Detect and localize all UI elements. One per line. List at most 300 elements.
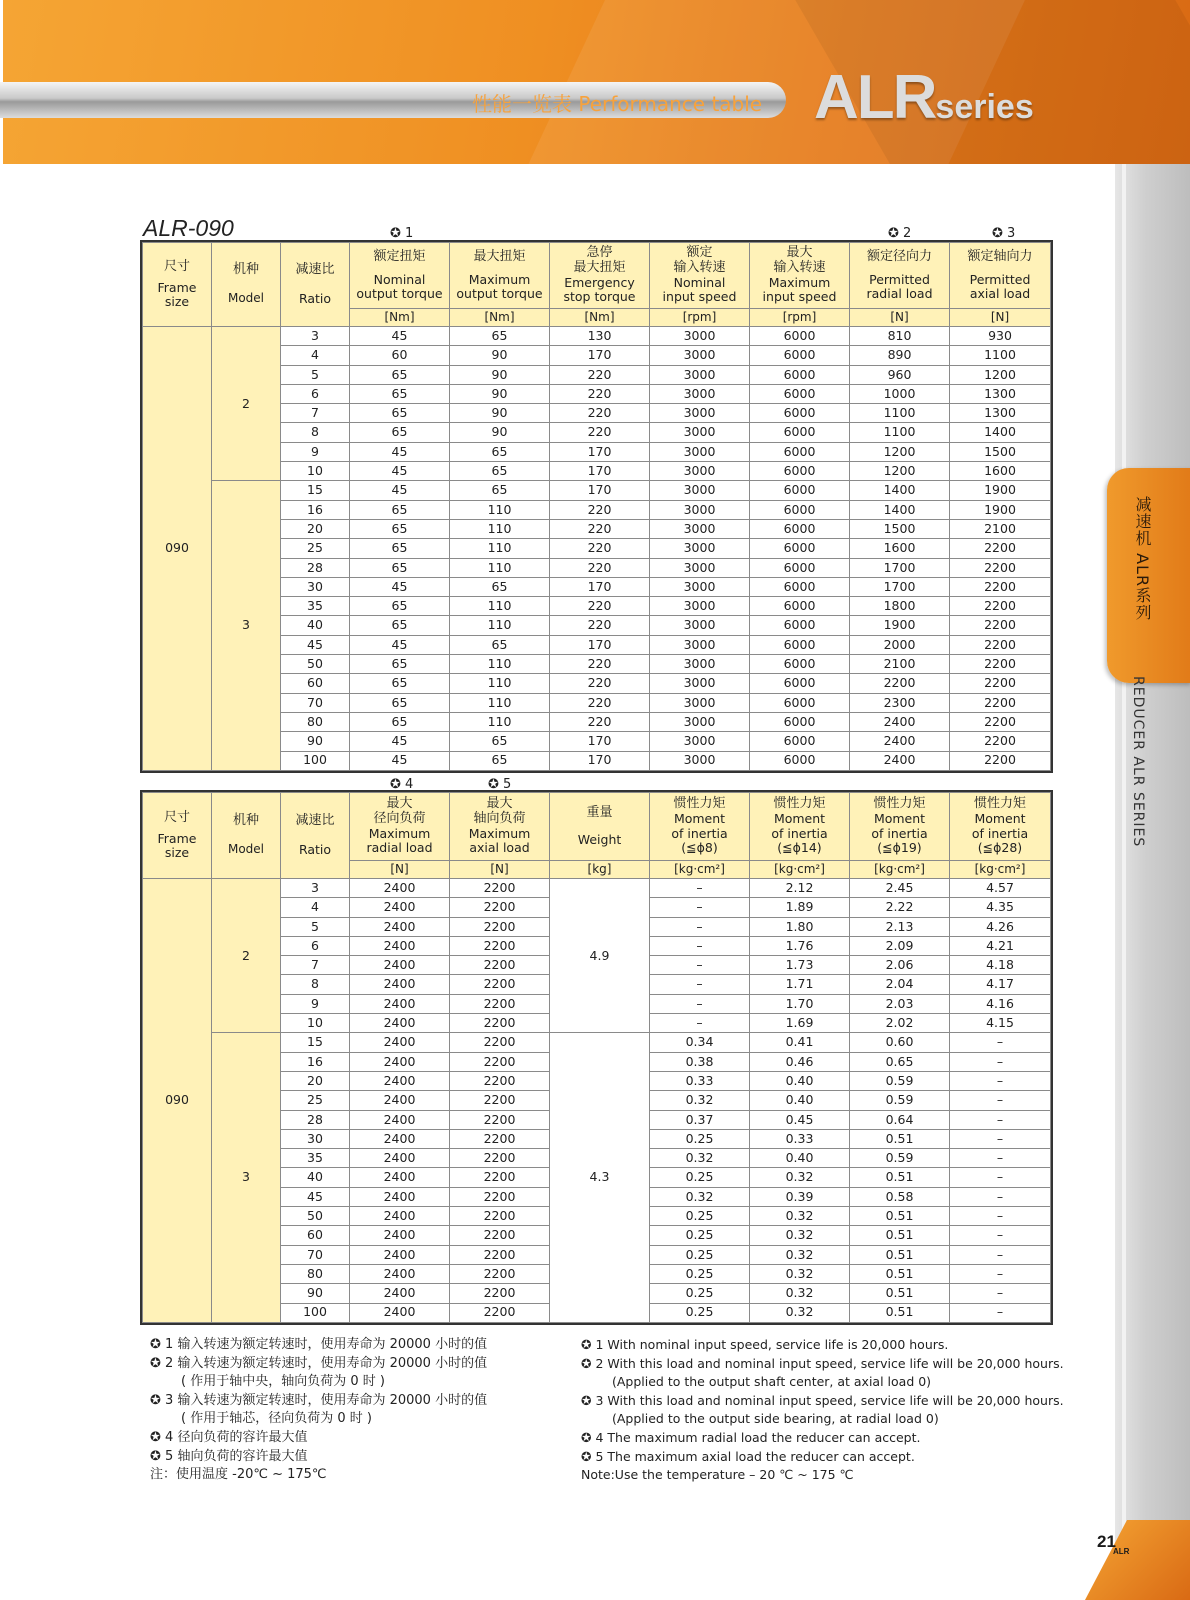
value-cell: 6000 bbox=[750, 404, 850, 423]
footnote-marker bbox=[488, 777, 511, 792]
value-cell: 1100 bbox=[850, 404, 950, 423]
value-cell: 1.71 bbox=[750, 975, 850, 994]
ratio-cell: 50 bbox=[281, 1207, 350, 1226]
value-cell: 2200 bbox=[950, 674, 1051, 693]
note-line: ( 作用于轴芯，径向负荷为 0 时 ) bbox=[181, 1411, 372, 1427]
table-row bbox=[143, 327, 1051, 346]
unit-cell: [kg·cm²] bbox=[950, 861, 1051, 879]
value-cell: – bbox=[950, 1303, 1051, 1322]
ratio-cell: 25 bbox=[281, 539, 350, 558]
value-cell: 2200 bbox=[450, 1245, 550, 1264]
value-cell: 3000 bbox=[650, 462, 750, 481]
value-cell: 2200 bbox=[450, 1014, 550, 1033]
ratio-cell: 8 bbox=[281, 423, 350, 442]
value-cell: 1400 bbox=[950, 423, 1051, 442]
header-nominal-speed: 额定 输入转速 Nominal input speed bbox=[650, 243, 750, 309]
value-cell: 65 bbox=[350, 558, 450, 577]
value-cell: 2400 bbox=[350, 898, 450, 917]
ratio-cell: 45 bbox=[281, 1187, 350, 1206]
value-cell: 170 bbox=[550, 751, 650, 770]
value-cell: 3000 bbox=[650, 732, 750, 751]
value-cell: 4.15 bbox=[950, 1014, 1051, 1033]
value-cell: 0.25 bbox=[650, 1226, 750, 1245]
ratio-cell: 100 bbox=[281, 1303, 350, 1322]
value-cell: 4.17 bbox=[950, 975, 1051, 994]
unit-cell: [kg·cm²] bbox=[650, 861, 750, 879]
value-cell: 3000 bbox=[650, 327, 750, 346]
value-cell: 65 bbox=[350, 404, 450, 423]
value-cell: 2400 bbox=[350, 1264, 450, 1283]
value-cell: 6000 bbox=[750, 655, 850, 674]
value-cell: 65 bbox=[350, 365, 450, 384]
header-max-axial-load: 最大 轴向负荷 Maximum axial load bbox=[450, 793, 550, 861]
note-line bbox=[150, 1336, 487, 1355]
value-cell: 110 bbox=[450, 655, 550, 674]
value-cell: 170 bbox=[550, 481, 650, 500]
footnote-marker-icon: ✪ bbox=[581, 1448, 592, 1464]
value-cell: 220 bbox=[550, 404, 650, 423]
value-cell: 6000 bbox=[750, 500, 850, 519]
value-cell: 90 bbox=[450, 423, 550, 442]
value-cell: 2200 bbox=[450, 1264, 550, 1283]
value-cell: 65 bbox=[350, 693, 450, 712]
value-cell: 2400 bbox=[350, 1129, 450, 1148]
footnote-marker-number: 3 bbox=[1007, 226, 1016, 241]
value-cell: 6000 bbox=[750, 423, 850, 442]
value-cell: 110 bbox=[450, 616, 550, 635]
value-cell: 2200 bbox=[950, 693, 1051, 712]
note-line: ( 作用于轴中央，轴向负荷为 0 时 ) bbox=[181, 1374, 385, 1390]
value-cell: 2200 bbox=[950, 539, 1051, 558]
value-cell: 65 bbox=[450, 751, 550, 770]
value-cell: 2200 bbox=[450, 1052, 550, 1071]
value-cell: – bbox=[650, 898, 750, 917]
value-cell: 3000 bbox=[650, 616, 750, 635]
value-cell: 3000 bbox=[650, 442, 750, 461]
note-line: 注：使用温度 -20℃ ~ 175℃ bbox=[150, 1467, 327, 1483]
value-cell: – bbox=[950, 1110, 1051, 1129]
value-cell: 65 bbox=[350, 500, 450, 519]
value-cell: 2200 bbox=[450, 1071, 550, 1090]
value-cell: 45 bbox=[350, 442, 450, 461]
value-cell: 6000 bbox=[750, 365, 850, 384]
value-cell: 2200 bbox=[450, 936, 550, 955]
value-cell: 220 bbox=[550, 500, 650, 519]
value-cell: 0.32 bbox=[650, 1091, 750, 1110]
value-cell: 2200 bbox=[450, 898, 550, 917]
value-cell: 2.22 bbox=[850, 898, 950, 917]
value-cell: 2300 bbox=[850, 693, 950, 712]
header-max-torque: 最大扭矩 Maximum output torque bbox=[450, 243, 550, 309]
value-cell: 1.69 bbox=[750, 1014, 850, 1033]
value-cell: 0.32 bbox=[750, 1245, 850, 1264]
value-cell: 220 bbox=[550, 365, 650, 384]
value-cell: – bbox=[950, 1052, 1051, 1071]
value-cell: – bbox=[650, 917, 750, 936]
footnote-marker-number: 2 bbox=[903, 226, 912, 241]
side-series-label: REDUCER ALR SERIES bbox=[1130, 676, 1146, 848]
value-cell: 6000 bbox=[750, 597, 850, 616]
header-axial-load: 额定轴向力 Permitted axial load bbox=[950, 243, 1051, 309]
footnote-marker bbox=[390, 777, 413, 792]
ratio-cell: 90 bbox=[281, 732, 350, 751]
note-line bbox=[581, 1336, 1064, 1355]
value-cell: 6000 bbox=[750, 384, 850, 403]
value-cell: 3000 bbox=[650, 712, 750, 731]
value-cell: 1500 bbox=[950, 442, 1051, 461]
value-cell: 0.38 bbox=[650, 1052, 750, 1071]
value-cell: 2400 bbox=[350, 917, 450, 936]
value-cell: 220 bbox=[550, 616, 650, 635]
value-cell: 2400 bbox=[350, 1091, 450, 1110]
header-max-radial-load: 最大 径向负荷 Maximum radial load bbox=[350, 793, 450, 861]
value-cell: 0.25 bbox=[650, 1129, 750, 1148]
side-chapter-label: 减速机 ALR系列 bbox=[1133, 496, 1152, 622]
value-cell: 2100 bbox=[950, 519, 1051, 538]
footnote-marker-icon: ✪ bbox=[150, 1392, 161, 1408]
note-line bbox=[581, 1392, 1064, 1411]
footnote-marker-icon: ✪ bbox=[581, 1392, 592, 1408]
value-cell: 1900 bbox=[950, 481, 1051, 500]
value-cell: 3000 bbox=[650, 539, 750, 558]
value-cell: 110 bbox=[450, 597, 550, 616]
value-cell: 0.60 bbox=[850, 1033, 950, 1052]
value-cell: 2400 bbox=[350, 1207, 450, 1226]
value-cell: 4.57 bbox=[950, 879, 1051, 898]
value-cell: – bbox=[950, 1264, 1051, 1283]
note-line bbox=[581, 1429, 1064, 1448]
value-cell: 0.32 bbox=[750, 1284, 850, 1303]
value-cell: 0.40 bbox=[750, 1149, 850, 1168]
value-cell: 6000 bbox=[750, 712, 850, 731]
value-cell: 0.32 bbox=[650, 1149, 750, 1168]
frame-size-cell: 090 bbox=[143, 327, 212, 771]
value-cell: 65 bbox=[350, 384, 450, 403]
value-cell: 1100 bbox=[850, 423, 950, 442]
value-cell: 4.16 bbox=[950, 994, 1051, 1013]
value-cell: 6000 bbox=[750, 616, 850, 635]
unit-cell: [N] bbox=[450, 861, 550, 879]
value-cell: 6000 bbox=[750, 519, 850, 538]
value-cell: 45 bbox=[350, 327, 450, 346]
value-cell: 2.06 bbox=[850, 956, 950, 975]
ratio-cell: 30 bbox=[281, 577, 350, 596]
value-cell: 170 bbox=[550, 346, 650, 365]
value-cell: 65 bbox=[450, 577, 550, 596]
unit-cell: [kg·cm²] bbox=[850, 861, 950, 879]
value-cell: 2200 bbox=[950, 558, 1051, 577]
header-model: 机种 Model bbox=[212, 793, 281, 879]
value-cell: 960 bbox=[850, 365, 950, 384]
value-cell: 1.76 bbox=[750, 936, 850, 955]
footnote-marker-icon: ✪ bbox=[150, 1337, 161, 1352]
ratio-cell: 28 bbox=[281, 558, 350, 577]
header-nominal-torque: 额定扭矩 Nominal output torque bbox=[350, 243, 450, 309]
model-cell: 2 bbox=[212, 327, 281, 481]
value-cell: 170 bbox=[550, 462, 650, 481]
value-cell: 110 bbox=[450, 519, 550, 538]
table-row bbox=[143, 481, 1051, 500]
ratio-cell: 70 bbox=[281, 1245, 350, 1264]
value-cell: 1200 bbox=[850, 442, 950, 461]
value-cell: 1.80 bbox=[750, 917, 850, 936]
value-cell: 2200 bbox=[450, 1091, 550, 1110]
value-cell: 0.46 bbox=[750, 1052, 850, 1071]
value-cell: 2.12 bbox=[750, 879, 850, 898]
model-cell: 3 bbox=[212, 481, 281, 770]
note-line bbox=[150, 1392, 487, 1411]
page-series-label: ALR bbox=[1113, 1547, 1130, 1556]
ratio-cell: 7 bbox=[281, 404, 350, 423]
ratio-cell: 4 bbox=[281, 346, 350, 365]
value-cell: 45 bbox=[350, 577, 450, 596]
value-cell: – bbox=[950, 1091, 1051, 1110]
value-cell: – bbox=[950, 1168, 1051, 1187]
value-cell: 0.33 bbox=[750, 1129, 850, 1148]
value-cell: 1800 bbox=[850, 597, 950, 616]
value-cell: 110 bbox=[450, 674, 550, 693]
value-cell: 0.37 bbox=[650, 1110, 750, 1129]
value-cell: 2.04 bbox=[850, 975, 950, 994]
ratio-cell: 8 bbox=[281, 975, 350, 994]
value-cell: – bbox=[950, 1284, 1051, 1303]
value-cell: 3000 bbox=[650, 500, 750, 519]
value-cell: 2200 bbox=[450, 1187, 550, 1206]
value-cell: 65 bbox=[350, 539, 450, 558]
ratio-cell: 6 bbox=[281, 936, 350, 955]
ratio-cell: 40 bbox=[281, 1168, 350, 1187]
value-cell: 0.45 bbox=[750, 1110, 850, 1129]
value-cell: 2000 bbox=[850, 635, 950, 654]
value-cell: 3000 bbox=[650, 655, 750, 674]
header-radial-load: 额定径向力 Permitted radial load bbox=[850, 243, 950, 309]
value-cell: 4.21 bbox=[950, 936, 1051, 955]
value-cell: 220 bbox=[550, 519, 650, 538]
value-cell: 2200 bbox=[950, 597, 1051, 616]
value-cell: 170 bbox=[550, 577, 650, 596]
value-cell: – bbox=[650, 936, 750, 955]
ratio-cell: 30 bbox=[281, 1129, 350, 1148]
footnote-marker-icon: ✪ bbox=[150, 1429, 161, 1445]
value-cell: – bbox=[950, 1149, 1051, 1168]
value-cell: 65 bbox=[450, 442, 550, 461]
ratio-cell: 4 bbox=[281, 898, 350, 917]
footnote-marker-icon: ✪ bbox=[581, 1355, 592, 1371]
side-divider bbox=[1122, 164, 1126, 1600]
value-cell: 170 bbox=[550, 442, 650, 461]
ratio-cell: 45 bbox=[281, 635, 350, 654]
value-cell: 6000 bbox=[750, 732, 850, 751]
value-cell: 2.09 bbox=[850, 936, 950, 955]
series-logo-main: ALR bbox=[814, 63, 936, 132]
footnote-marker-number: 4 bbox=[405, 777, 414, 792]
footnote-marker-number: 5 bbox=[503, 777, 512, 792]
note-text: 4 The maximum radial load the reducer can accept. bbox=[595, 1429, 921, 1445]
header-model: 机种 Model bbox=[212, 243, 281, 327]
value-cell: 0.59 bbox=[850, 1091, 950, 1110]
unit-cell: [Nm] bbox=[350, 309, 450, 327]
value-cell: 2400 bbox=[350, 1226, 450, 1245]
value-cell: 3000 bbox=[650, 751, 750, 770]
value-cell: 0.32 bbox=[750, 1226, 850, 1245]
value-cell: 0.51 bbox=[850, 1264, 950, 1283]
ratio-cell: 80 bbox=[281, 1264, 350, 1283]
value-cell: 1300 bbox=[950, 404, 1051, 423]
value-cell: 2.03 bbox=[850, 994, 950, 1013]
value-cell: 45 bbox=[350, 635, 450, 654]
value-cell: 2400 bbox=[350, 936, 450, 955]
value-cell: 90 bbox=[450, 404, 550, 423]
value-cell: 65 bbox=[450, 327, 550, 346]
value-cell: 220 bbox=[550, 423, 650, 442]
value-cell: 65 bbox=[350, 674, 450, 693]
footnote-marker-icon: ✪ bbox=[581, 1337, 592, 1352]
table-row bbox=[143, 1033, 1051, 1052]
value-cell: – bbox=[650, 956, 750, 975]
value-cell: 6000 bbox=[750, 327, 850, 346]
value-cell: 45 bbox=[350, 462, 450, 481]
value-cell: 170 bbox=[550, 732, 650, 751]
value-cell: 1400 bbox=[850, 481, 950, 500]
value-cell: 2.02 bbox=[850, 1014, 950, 1033]
side-strip bbox=[1115, 164, 1190, 1600]
value-cell: 2400 bbox=[350, 879, 450, 898]
value-cell: 65 bbox=[350, 423, 450, 442]
value-cell: 65 bbox=[350, 655, 450, 674]
footnote-marker-icon: ✪ bbox=[581, 1429, 592, 1445]
value-cell: 60 bbox=[350, 346, 450, 365]
value-cell: – bbox=[650, 1014, 750, 1033]
value-cell: 65 bbox=[450, 635, 550, 654]
ratio-cell: 50 bbox=[281, 655, 350, 674]
value-cell: 3000 bbox=[650, 693, 750, 712]
note-text: 4 径向负荷的容许最大值 bbox=[165, 1429, 308, 1445]
value-cell: 0.32 bbox=[650, 1187, 750, 1206]
ratio-cell: 10 bbox=[281, 1014, 350, 1033]
value-cell: 1100 bbox=[950, 346, 1051, 365]
value-cell: 110 bbox=[450, 500, 550, 519]
note-line bbox=[150, 1355, 487, 1374]
value-cell: 110 bbox=[450, 558, 550, 577]
weight-cell: 4.3 bbox=[550, 1033, 650, 1322]
ratio-cell: 9 bbox=[281, 442, 350, 461]
value-cell: 0.51 bbox=[850, 1245, 950, 1264]
value-cell: 2400 bbox=[350, 1149, 450, 1168]
note-text: 1 输入转速为额定转速时，使用寿命为 20000 小时的值 bbox=[165, 1337, 488, 1352]
series-logo-sub: series bbox=[935, 88, 1034, 126]
ratio-cell: 20 bbox=[281, 1071, 350, 1090]
value-cell: 2200 bbox=[850, 674, 950, 693]
note-line: Note:Use the temperature – 20 ℃ ~ 175 ℃ bbox=[581, 1467, 854, 1483]
ratio-cell: 15 bbox=[281, 1033, 350, 1052]
ratio-cell: 16 bbox=[281, 500, 350, 519]
note-text: 5 轴向负荷的容许最大值 bbox=[165, 1448, 308, 1464]
value-cell: 2200 bbox=[450, 1226, 550, 1245]
value-cell: 0.51 bbox=[850, 1226, 950, 1245]
value-cell: 2.13 bbox=[850, 917, 950, 936]
footnote-marker-number: 1 bbox=[405, 226, 414, 241]
model-cell: 2 bbox=[212, 879, 281, 1033]
value-cell: 2200 bbox=[450, 1110, 550, 1129]
header-ratio: 减速比 Ratio bbox=[281, 793, 350, 879]
performance-table-load-inertia bbox=[142, 792, 1051, 1323]
value-cell: 90 bbox=[450, 384, 550, 403]
table-row bbox=[143, 879, 1051, 898]
value-cell: 130 bbox=[550, 327, 650, 346]
value-cell: 0.64 bbox=[850, 1110, 950, 1129]
header-frame-size: 尺寸 Frame size bbox=[143, 793, 212, 879]
value-cell: 2400 bbox=[350, 1284, 450, 1303]
note-text: 2 输入转速为额定转速时，使用寿命为 20000 小时的值 bbox=[165, 1355, 488, 1371]
value-cell: 0.59 bbox=[850, 1071, 950, 1090]
value-cell: 65 bbox=[350, 616, 450, 635]
value-cell: 6000 bbox=[750, 539, 850, 558]
footnote-marker-icon: ✪ bbox=[150, 1355, 161, 1371]
value-cell: – bbox=[950, 1245, 1051, 1264]
unit-cell: [N] bbox=[950, 309, 1051, 327]
value-cell: 2200 bbox=[450, 975, 550, 994]
ratio-cell: 5 bbox=[281, 365, 350, 384]
value-cell: 3000 bbox=[650, 597, 750, 616]
value-cell: 1.89 bbox=[750, 898, 850, 917]
unit-cell: [Nm] bbox=[550, 309, 650, 327]
value-cell: 3000 bbox=[650, 481, 750, 500]
value-cell: 0.40 bbox=[750, 1091, 850, 1110]
value-cell: 2400 bbox=[850, 751, 950, 770]
ratio-cell: 10 bbox=[281, 462, 350, 481]
value-cell: 3000 bbox=[650, 558, 750, 577]
value-cell: 65 bbox=[350, 712, 450, 731]
value-cell: 2200 bbox=[450, 1284, 550, 1303]
value-cell: 0.51 bbox=[850, 1168, 950, 1187]
value-cell: 3000 bbox=[650, 365, 750, 384]
value-cell: 0.32 bbox=[750, 1303, 850, 1322]
value-cell: 6000 bbox=[750, 674, 850, 693]
value-cell: 1700 bbox=[850, 577, 950, 596]
value-cell: 2400 bbox=[350, 1245, 450, 1264]
value-cell: 0.25 bbox=[650, 1303, 750, 1322]
value-cell: 65 bbox=[450, 462, 550, 481]
value-cell: 220 bbox=[550, 539, 650, 558]
value-cell: 890 bbox=[850, 346, 950, 365]
footnote-marker-icon: ✪ bbox=[488, 777, 499, 792]
header-emergency-torque: 急停 最大扭矩 Emergency stop torque bbox=[550, 243, 650, 309]
value-cell: 0.58 bbox=[850, 1187, 950, 1206]
value-cell: 2200 bbox=[950, 577, 1051, 596]
value-cell: 1300 bbox=[950, 384, 1051, 403]
ratio-cell: 60 bbox=[281, 1226, 350, 1245]
series-logo bbox=[814, 62, 1034, 133]
value-cell: 2200 bbox=[950, 616, 1051, 635]
footnote-marker-icon: ✪ bbox=[150, 1448, 161, 1464]
ratio-cell: 28 bbox=[281, 1110, 350, 1129]
value-cell: – bbox=[950, 1033, 1051, 1052]
notes-english bbox=[581, 1336, 1064, 1485]
value-cell: 90 bbox=[450, 365, 550, 384]
footnote-marker bbox=[888, 226, 911, 241]
ratio-cell: 20 bbox=[281, 519, 350, 538]
ratio-cell: 25 bbox=[281, 1091, 350, 1110]
value-cell: 0.34 bbox=[650, 1033, 750, 1052]
ratio-cell: 3 bbox=[281, 879, 350, 898]
value-cell: – bbox=[950, 1226, 1051, 1245]
table-body bbox=[143, 879, 1051, 1323]
header-inertia-14: 惯性力矩 Moment of inertia (≦ϕ14) bbox=[750, 793, 850, 861]
unit-cell: [rpm] bbox=[750, 309, 850, 327]
value-cell: 0.39 bbox=[750, 1187, 850, 1206]
value-cell: 2200 bbox=[450, 956, 550, 975]
value-cell: 0.51 bbox=[850, 1284, 950, 1303]
